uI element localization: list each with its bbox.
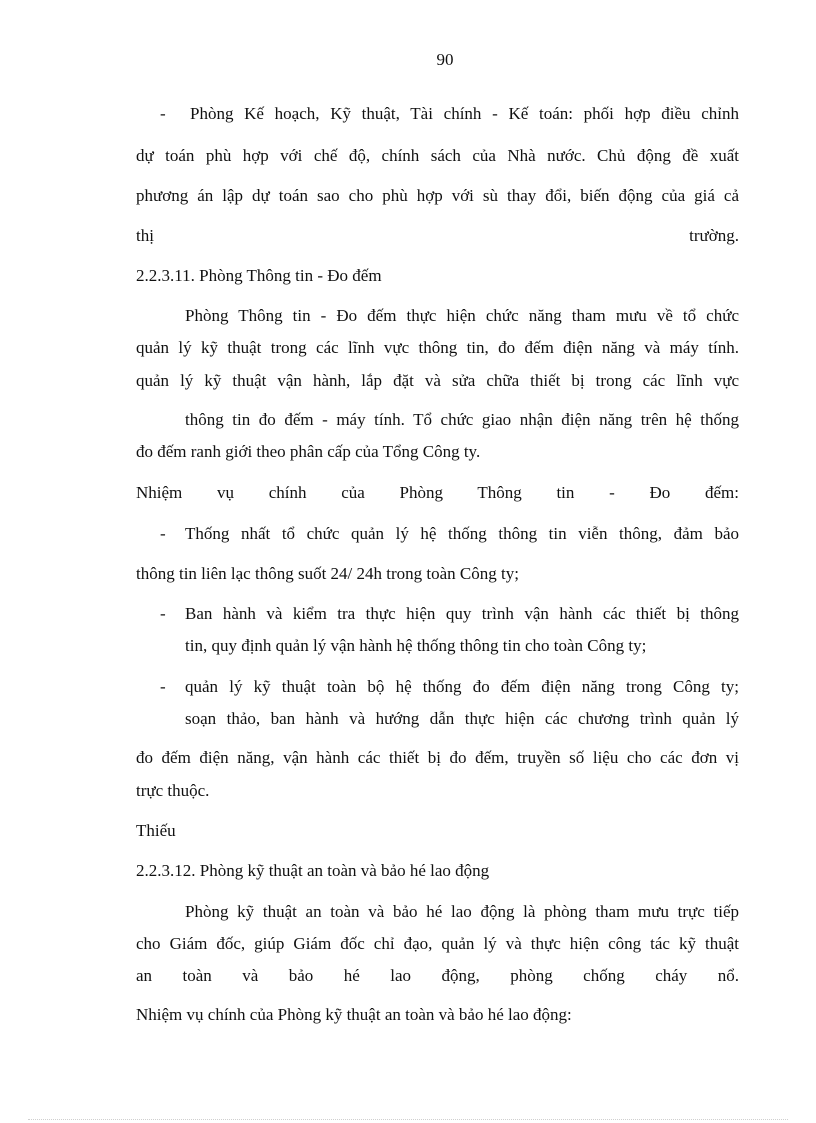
bullet-dash: - bbox=[160, 524, 166, 543]
paragraph-line: quản lý kỹ thuật vận hành, lắp đặt và sửa chữa thiết bị trong các lĩnh vực bbox=[136, 371, 739, 390]
section-heading: 2.2.3.11. Phòng Thông tin - Đo đếm bbox=[136, 266, 382, 285]
bullet-dash: - bbox=[160, 104, 166, 123]
paragraph-line: dự toán phù hợp với chế độ, chính sách của Nhà nước. Chủ động đề xuất bbox=[136, 146, 739, 165]
list-item-line: Ban hành và kiểm tra thực hiện quy trình vận hành các thiết bị thông bbox=[185, 604, 739, 623]
paragraph-line: Phòng Thông tin - Đo đếm thực hiện chức năng tham mưu về tổ chức bbox=[185, 306, 739, 325]
list-item-line: soạn thảo, ban hành và hướng dẫn thực hiện các chương trình quản lý bbox=[185, 709, 739, 728]
section-heading: 2.2.3.12. Phòng kỹ thuật an toàn và bảo hé lao động bbox=[136, 861, 490, 880]
list-item-line: tin, quy định quản lý vận hành hệ thống thông tin cho toàn Công ty; bbox=[185, 636, 647, 655]
list-item-line: Thống nhất tổ chức quản lý hệ thống thông tin viễn thông, đảm bảo bbox=[185, 524, 739, 543]
paragraph-line: Phòng kỹ thuật an toàn và bảo hé lao động là phòng tham mưu trực tiếp bbox=[185, 902, 739, 921]
list-item-line: đo đếm điện năng, vận hành các thiết bị đo đếm, truyền số liệu cho các đơn vị bbox=[136, 748, 739, 767]
footer-divider bbox=[28, 1119, 788, 1120]
paragraph-line: thị trường. bbox=[136, 226, 739, 245]
note-text: Thiếu bbox=[136, 821, 176, 840]
list-item-line: trực thuộc. bbox=[136, 781, 210, 800]
paragraph-line: đo đếm ranh giới theo phân cấp của Tổng Công ty. bbox=[136, 442, 481, 461]
list-item-line: thông tin liên lạc thông suốt 24/ 24h trong toàn Công ty; bbox=[136, 564, 519, 583]
paragraph-line: thông tin đo đếm - máy tính. Tổ chức giao nhận điện năng trên hệ thống bbox=[185, 410, 739, 429]
paragraph-line: an toàn và bảo hé lao động, phòng chống cháy nổ. bbox=[136, 966, 739, 985]
paragraph-line: cho Giám đốc, giúp Giám đốc chỉ đạo, quản lý và thực hiện công tác kỹ thuật bbox=[136, 934, 739, 953]
paragraph-line: Nhiệm vụ chính của Phòng kỹ thuật an toàn và bảo hé lao động: bbox=[136, 1005, 572, 1024]
page-number: 90 bbox=[436, 50, 454, 69]
bullet-dash: - bbox=[160, 604, 166, 623]
bullet-dash: - bbox=[160, 677, 166, 696]
list-item-line: quản lý kỹ thuật toàn bộ hệ thống đo đếm điện năng trong Công ty; bbox=[185, 677, 739, 696]
paragraph-line: Phòng Kế hoạch, Kỹ thuật, Tài chính - Kế toán: phối hợp điều chỉnh bbox=[190, 104, 739, 123]
paragraph-line: Nhiệm vụ chính của Phòng Thông tin - Đo đếm: bbox=[136, 483, 739, 502]
paragraph-line: quản lý kỹ thuật trong các lĩnh vực thông tin, đo đếm điện năng và máy tính. bbox=[136, 338, 739, 357]
paragraph-line: phương án lập dự toán sao cho phù hợp với sù thay đổi, biến động của giá cả bbox=[136, 186, 739, 205]
